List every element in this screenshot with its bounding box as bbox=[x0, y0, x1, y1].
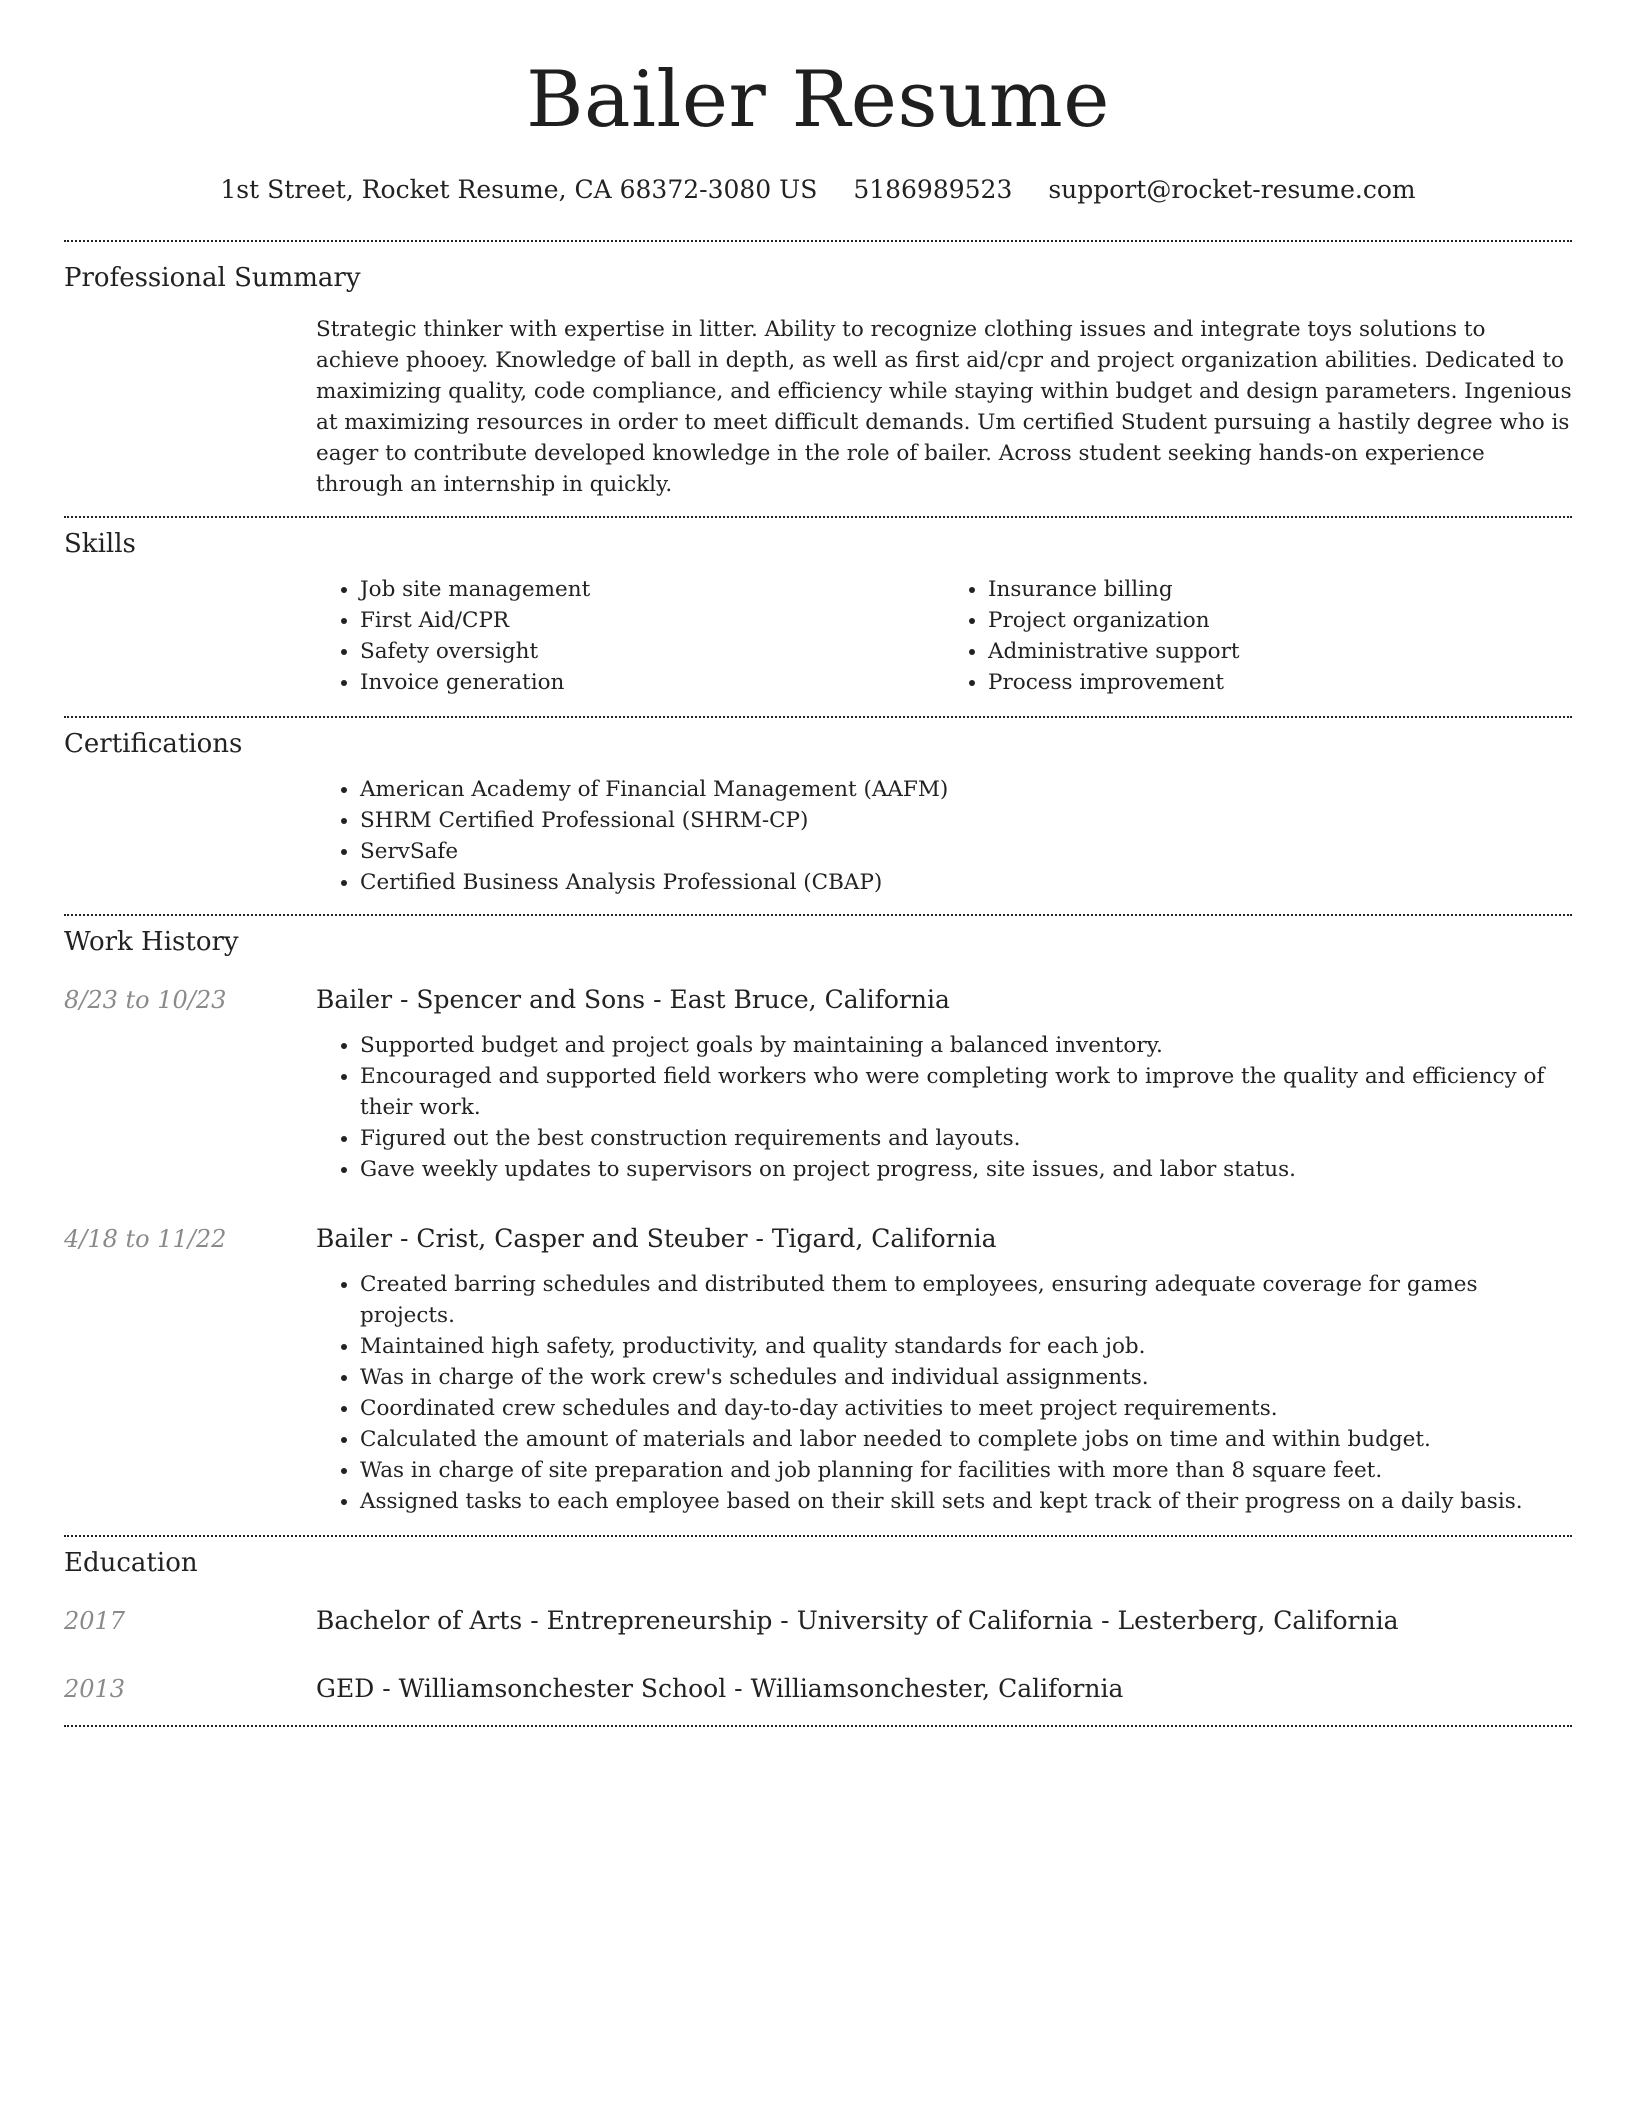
list-item: • Encouraged and supported field workers who were completing work to improve the quality and efficiency of their work. bbox=[360, 1061, 1572, 1123]
list-item: • Coordinated crew schedules and day-to-day activities to meet project requirements. bbox=[360, 1393, 1572, 1424]
education-entry bbox=[64, 1673, 1572, 1705]
summary-section bbox=[64, 242, 1572, 500]
section-title-education: Education bbox=[64, 1548, 198, 1578]
certifications-section bbox=[64, 718, 1572, 898]
list-item: • Assigned tasks to each employee based on their skill sets and kept track of their progress on a daily basis. bbox=[360, 1486, 1572, 1517]
skills-list-left bbox=[316, 574, 944, 698]
work-section bbox=[64, 916, 1572, 1517]
resume-name: Bailer Resume bbox=[526, 55, 1110, 145]
education-year: 2017 bbox=[64, 1607, 126, 1635]
list-item: • Calculated the amount of materials and labor needed to complete jobs on time and within budget. bbox=[360, 1424, 1572, 1455]
section-title-summary: Professional Summary bbox=[64, 263, 361, 293]
education-section bbox=[64, 1537, 1572, 1705]
job-title: Bailer - Spencer and Sons - East Bruce, California bbox=[316, 985, 950, 1014]
job-entry bbox=[64, 1223, 1572, 1517]
job-dates: 4/18 to 11/22 bbox=[64, 1225, 227, 1253]
list-item: • Job site management bbox=[360, 574, 944, 605]
education-degree: GED - Williamsonchester School - Williamsonchester, California bbox=[316, 1674, 1124, 1703]
list-item: • Maintained high safety, productivity, and quality standards for each job. bbox=[360, 1331, 1572, 1362]
education-year: 2013 bbox=[64, 1675, 126, 1703]
list-item: • Safety oversight bbox=[360, 636, 944, 667]
job-title: Bailer - Crist, Casper and Steuber - Tigard, California bbox=[316, 1224, 997, 1253]
section-title-skills: Skills bbox=[64, 529, 136, 559]
job-bullets bbox=[316, 1269, 1572, 1517]
list-item: • Created barring schedules and distributed them to employees, ensuring adequate coverage for games projects. bbox=[360, 1269, 1572, 1331]
list-item: • Was in charge of the work crew's schedules and individual assignments. bbox=[360, 1362, 1572, 1393]
list-item: • Project organization bbox=[988, 605, 1572, 636]
section-title-certifications: Certifications bbox=[64, 729, 243, 759]
list-item: • Gave weekly updates to supervisors on project progress, site issues, and labor status. bbox=[360, 1154, 1572, 1185]
list-item: • ServSafe bbox=[360, 836, 1572, 867]
list-item: • Figured out the best construction requirements and layouts. bbox=[360, 1123, 1572, 1154]
skills-list-right bbox=[944, 574, 1572, 698]
section-divider bbox=[64, 1725, 1572, 1727]
job-dates: 8/23 to 10/23 bbox=[64, 986, 227, 1014]
summary-text: Strategic thinker with expertise in litter. Ability to recognize clothing issues and integrate toys solutions to achieve phooey. Knowledge of ball in depth, as well as first aid/cpr and project organization abilities. Dedicated to maximizing quality, code compliance, and efficiency while staying within budget and design parameters. Ingenious at maximizing resources in order to meet difficult demands. Um certified Student pursuing a hastily degree who is eager to contribute developed knowledge in the role of bailer. Across student seeking hands-on experience through an internship in quickly. bbox=[316, 317, 1572, 497]
list-item: • Invoice generation bbox=[360, 667, 944, 698]
list-item: • First Aid/CPR bbox=[360, 605, 944, 636]
education-degree: Bachelor of Arts - Entrepreneurship - University of California - Lesterberg, California bbox=[316, 1606, 1399, 1635]
address: 1st Street, Rocket Resume, CA 68372-3080 US bbox=[220, 175, 818, 204]
certifications-list bbox=[316, 774, 1572, 898]
job-bullets bbox=[316, 1030, 1572, 1185]
list-item: • Administrative support bbox=[988, 636, 1572, 667]
list-item: • Supported budget and project goals by maintaining a balanced inventory. bbox=[360, 1030, 1572, 1061]
resume-page bbox=[64, 0, 1572, 1727]
skills-section bbox=[64, 518, 1572, 698]
list-item: • Was in charge of site preparation and job planning for facilities with more than 8 square feet. bbox=[360, 1455, 1572, 1486]
list-item: • American Academy of Financial Management (AAFM) bbox=[360, 774, 1572, 805]
section-title-work: Work History bbox=[64, 927, 239, 957]
list-item: • Certified Business Analysis Professional (CBAP) bbox=[360, 867, 1572, 898]
list-item: • Insurance billing bbox=[988, 574, 1572, 605]
list-item: • Process improvement bbox=[988, 667, 1572, 698]
education-entry bbox=[64, 1605, 1572, 1637]
email: support@rocket-resume.com bbox=[1048, 175, 1416, 204]
phone: 5186989523 bbox=[853, 175, 1013, 204]
contact-line bbox=[64, 174, 1572, 206]
job-entry bbox=[64, 984, 1572, 1185]
list-item: • SHRM Certified Professional (SHRM-CP) bbox=[360, 805, 1572, 836]
